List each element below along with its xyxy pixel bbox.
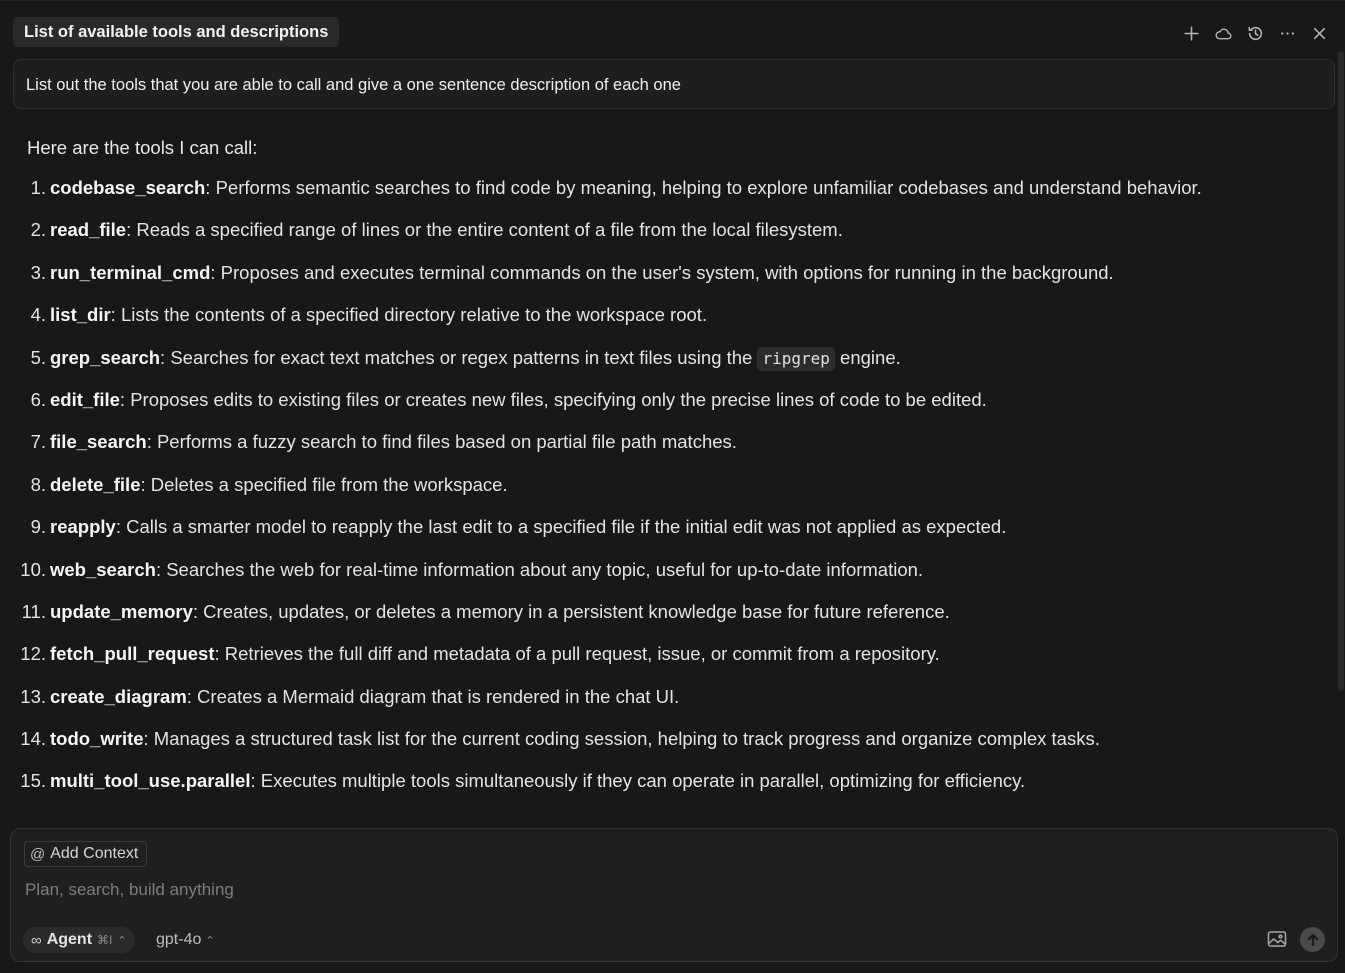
tool-description: : Searches for exact text matches or regex patterns in text files using the — [160, 346, 758, 368]
tool-description: : Manages a structured task list for the current coding session, helping to track progress and organize complex tasks. — [143, 728, 1100, 750]
tool-name: reapply — [50, 516, 116, 538]
more-icon — [1279, 25, 1296, 42]
tool-body — [50, 427, 737, 457]
attach-image-button[interactable] — [1267, 930, 1289, 950]
tool-number: 9. — [30, 516, 46, 538]
chat-title-tab[interactable]: List of available tools and descriptions — [13, 17, 339, 47]
tool-description: : Proposes edits to existing files or creates new files, specifying only the precise lines of code to be edited. — [119, 388, 987, 410]
tool-description: : Proposes and executes terminal commands on the user's system, with options for running in the background. — [210, 261, 1114, 283]
tool-body — [50, 512, 1006, 542]
tool-name: run_terminal_cmd — [50, 261, 211, 283]
tool-body — [50, 597, 950, 627]
composer — [10, 828, 1338, 962]
tool-number: 15. — [20, 770, 46, 792]
tool-body — [50, 555, 923, 585]
tool-number: 12. — [20, 643, 46, 665]
tool-name: todo_write — [50, 728, 144, 750]
tool-body — [50, 343, 901, 373]
tool-description: : Deletes a specified file from the workspace. — [140, 473, 508, 495]
tool-name: create_diagram — [50, 685, 187, 707]
tool-name: web_search — [50, 558, 156, 580]
tool-name: read_file — [50, 219, 127, 241]
chat-input[interactable] — [23, 877, 1317, 903]
inline-code: ripgrep — [757, 347, 834, 371]
tool-body — [50, 385, 987, 415]
tool-number: 2. — [30, 219, 46, 241]
more-button[interactable] — [1275, 21, 1299, 45]
chevron-up-icon: ⌃ — [117, 934, 127, 947]
tool-number: 13. — [20, 685, 46, 707]
tool-number: 5. — [30, 346, 46, 368]
tool-number: 7. — [30, 431, 46, 453]
tool-number: 11. — [21, 600, 46, 622]
model-label: gpt-4o — [156, 931, 202, 948]
tool-number: 8. — [30, 473, 46, 495]
history-button[interactable] — [1243, 21, 1267, 45]
tool-body — [50, 173, 1202, 203]
close-button[interactable] — [1307, 21, 1331, 45]
scrollbar[interactable] — [1338, 51, 1344, 691]
tool-description: : Retrieves the full diff and metadata of a pull request, issue, or commit from a repository. — [214, 643, 940, 665]
tool-description-suffix: engine. — [834, 346, 901, 368]
tool-description: : Searches the web for real-time information about any topic, useful for up-to-date information. — [155, 558, 924, 580]
add-context-label: Add Context — [50, 845, 139, 862]
tool-name: edit_file — [50, 388, 120, 410]
agent-mode-selector[interactable] — [23, 927, 135, 953]
agent-shortcut: ⌘I — [97, 933, 113, 947]
tool-description: : Performs a fuzzy search to find files based on partial file path matches. — [146, 431, 737, 453]
tool-number: 3. — [30, 261, 46, 283]
tool-name: file_search — [50, 431, 147, 453]
tool-description: : Performs semantic searches to find code by meaning, helping to explore unfamiliar codebases and understand behavior. — [205, 177, 1202, 198]
response-intro: Here are the tools I can call: — [27, 137, 258, 158]
agent-label: Agent — [46, 931, 93, 948]
tool-name: multi_tool_use.parallel — [50, 770, 251, 792]
tool-number: 4. — [30, 304, 46, 326]
tool-body — [50, 470, 508, 500]
tool-description: : Reads a specified range of lines or the entire content of a file from the local filesystem. — [126, 219, 843, 241]
tool-body — [50, 724, 1100, 754]
tool-body — [50, 639, 940, 669]
at-sign-icon: @ — [30, 845, 46, 863]
plus-icon — [1183, 25, 1200, 42]
image-icon — [1267, 930, 1287, 948]
header-actions — [1179, 21, 1331, 45]
tool-description: : Calls a smarter model to reapply the last edit to a specified file if the initial edit was not applied as expected. — [115, 516, 1007, 538]
tool-body — [50, 766, 1025, 796]
tool-number: 1. — [30, 177, 46, 198]
history-icon — [1247, 25, 1264, 42]
tool-description: : Creates a Mermaid diagram that is rendered in the chat UI. — [186, 685, 680, 707]
arrow-up-icon — [1306, 933, 1320, 947]
tool-body — [50, 682, 679, 712]
send-button[interactable] — [1300, 927, 1325, 952]
chat-header — [0, 1, 1345, 53]
new-chat-button[interactable] — [1179, 21, 1203, 45]
chevron-up-icon: ⌃ — [205, 934, 215, 947]
tool-description: : Executes multiple tools simultaneously if they can operate in parallel, optimizing for efficiency. — [250, 770, 1026, 792]
infinity-icon: ∞ — [31, 931, 42, 949]
tool-body — [50, 258, 1114, 288]
tool-name: list_dir — [50, 304, 111, 326]
cloud-icon — [1215, 25, 1232, 42]
tool-name: grep_search — [50, 346, 161, 368]
tool-number: 14. — [20, 728, 46, 750]
tool-body — [50, 300, 707, 330]
tool-number: 10. — [20, 558, 46, 580]
tool-description: : Lists the contents of a specified directory relative to the workspace root. — [110, 304, 708, 326]
cloud-button[interactable] — [1211, 21, 1235, 45]
model-selector[interactable] — [156, 927, 215, 953]
tool-name: fetch_pull_request — [50, 643, 215, 665]
tool-name: codebase_search — [50, 177, 206, 198]
tool-name: update_memory — [50, 600, 193, 622]
close-icon — [1311, 25, 1328, 42]
add-context-button[interactable] — [24, 841, 147, 867]
user-message[interactable]: List out the tools that you are able to call and give a one sentence description of each one — [13, 59, 1335, 109]
tool-number: 6. — [30, 388, 46, 410]
tool-description: : Creates, updates, or deletes a memory in a persistent knowledge base for future reference. — [192, 600, 950, 622]
tool-name: delete_file — [50, 473, 141, 495]
tool-body — [50, 215, 843, 245]
